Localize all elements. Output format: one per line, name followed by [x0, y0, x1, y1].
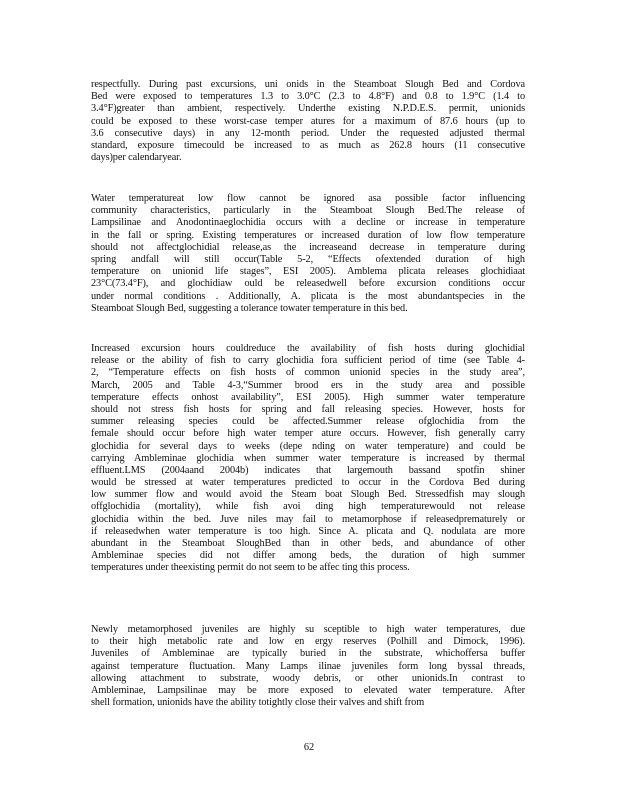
text-line: low summer flow and would avoid the Steam boat Slough Bed. Stressedfish may slough [91, 489, 525, 501]
text-line: carrying Ambleminae glochidia when summer water temperature is increased by thermal [91, 452, 525, 464]
text-line: temperature effects onhost availability”, ESI 2005). High summer water temperature [91, 391, 525, 403]
text-line: Juveniles of Ambleminae are typically buried in the substrate, whichoffersa buffer [91, 648, 525, 660]
text-line: 23°C(73.4°F), and glochidiaw ould be releasedwell before excursion conditions occur [91, 278, 525, 290]
text-line: Lampsilinae and Anodontinaeglochidia occurs with a decline or increase in temperature [91, 217, 525, 229]
text-line: allowing attachment to substrate, woody debris, or other unionids.In contrast to [91, 672, 525, 684]
text-line: summer releasing species could be affected.Summer release ofglochidia from the [91, 416, 525, 428]
text-line: could be exposed to these worst-case temper atures for a maximum of 87.6 hours (up to [91, 115, 525, 127]
text-line: offglochidia (mortality), while fish avoi ding high temperaturewould not release [91, 501, 525, 513]
text-line: days)per calendaryear. [91, 152, 182, 164]
text-line: glochidia within the bed. Juve niles may fail to metamorphose if releasedprematurely or [91, 513, 525, 525]
paragraph-1 [91, 79, 525, 164]
text-line: would be stressed at water temperatures predicted to occur in the Cordova Bed during [91, 477, 525, 489]
text-line: standard, exposure timecould be increased to as much as 262.8 hours (11 consecutive [91, 139, 525, 151]
text-line: Increased excursion hours couldreduce the availability of fish hosts during glochidial [91, 343, 525, 354]
text-line: temperature on unionid life stages”, ESI 2005). Amblema plicata releases glochidiaat [91, 266, 525, 278]
text-line: under normal conditions . Additionally, A. plicata is the most abundantspecies in the [91, 290, 525, 302]
text-line: Bed were exposed to temperatures 1.3 to 3.0°C (2.3 to 4.8°F) and 0.8 to 1.9°C (1.4 to [91, 91, 525, 103]
text-line: should not affectglochidial release,as the increaseand decrease in temperature during [91, 241, 525, 253]
text-line: in the fall or spring. Existing temperatures or increased duration of low flow temperature [91, 229, 525, 241]
text-line: abundant in the Steamboat SloughBed than in other beds, and abundance of other [91, 538, 525, 549]
text-line: Water temperatureat low flow cannot be ignored asa possible factor influencing [91, 193, 525, 204]
text-line: 2, “Temperature effects on fish hosts of common unionid species in the study area”, [91, 367, 525, 379]
text-line: shell formation, unionids have the ability totightly close their valves and shift from [91, 697, 425, 709]
text-line: March, 2005 and Table 4-3,“Summer brood ers in the study area and possible [91, 379, 525, 391]
text-line: Ambleminae, Lampsilinae may be more exposed to elevated water temperature. After [91, 684, 525, 696]
text-line: glochidia for several days to weeks (depe nding on water temperature) and could be [91, 440, 525, 452]
text-line: to their high metabolic rate and low en ergy reserves (Polhill and Dimock, 1996). [91, 636, 525, 648]
text-line: spring andfall will still occur(Table 5-2, “Effects ofextended duration of high [91, 253, 525, 265]
text-line: against temperature fluctuation. Many Lamps ilinae juveniles form long byssal threads, [91, 660, 525, 672]
text-line: community characteristics, particularly in the Steamboat Slough Bed.The release of [91, 205, 525, 217]
paragraph-4 [91, 624, 525, 709]
text-line: Newly metamorphosed juveniles are highly su sceptible to high water temperatures, due [91, 624, 525, 635]
text-line: Steamboat Slough Bed, suggesting a tolerance towater temperature in this bed. [91, 302, 408, 314]
text-line: effluent.LMS (2004aand 2004b) indicates that largemouth bassand spotfin shiner [91, 464, 525, 476]
text-line: respectfully. During past excursions, uni onids in the Steamboat Slough Bed and Cordova [91, 79, 525, 90]
text-line: female should occur before high water temper ature occurs. However, fish generally carry [91, 428, 525, 440]
text-line: release or the ability of fish to carry glochidia fora sufficient period of time (see Table 4- [91, 355, 525, 367]
paragraph-3 [91, 343, 525, 575]
text-line: if releasedwhen water temperature is too high. Since A. plicata and Q. nodulata are more [91, 525, 525, 537]
paragraph-2 [91, 193, 525, 315]
text-line: temperatures under theexisting permit do not seem to be affec ting this process. [91, 562, 410, 574]
text-line: Ambleminae species did not differ among beds, the duration of high summer [91, 550, 525, 562]
text-line: should not stress fish hosts for spring and fall releasing species. However, hosts for [91, 403, 525, 415]
text-line: 3.6 consecutive days) in any 12-month period. Under the requested adjusted thermal [91, 127, 525, 139]
text-line: 3.4°F)greater than ambient, respectively. Underthe existing N.P.D.E.S. permit, unionids [91, 103, 525, 115]
page-number: 62 [303, 742, 315, 753]
